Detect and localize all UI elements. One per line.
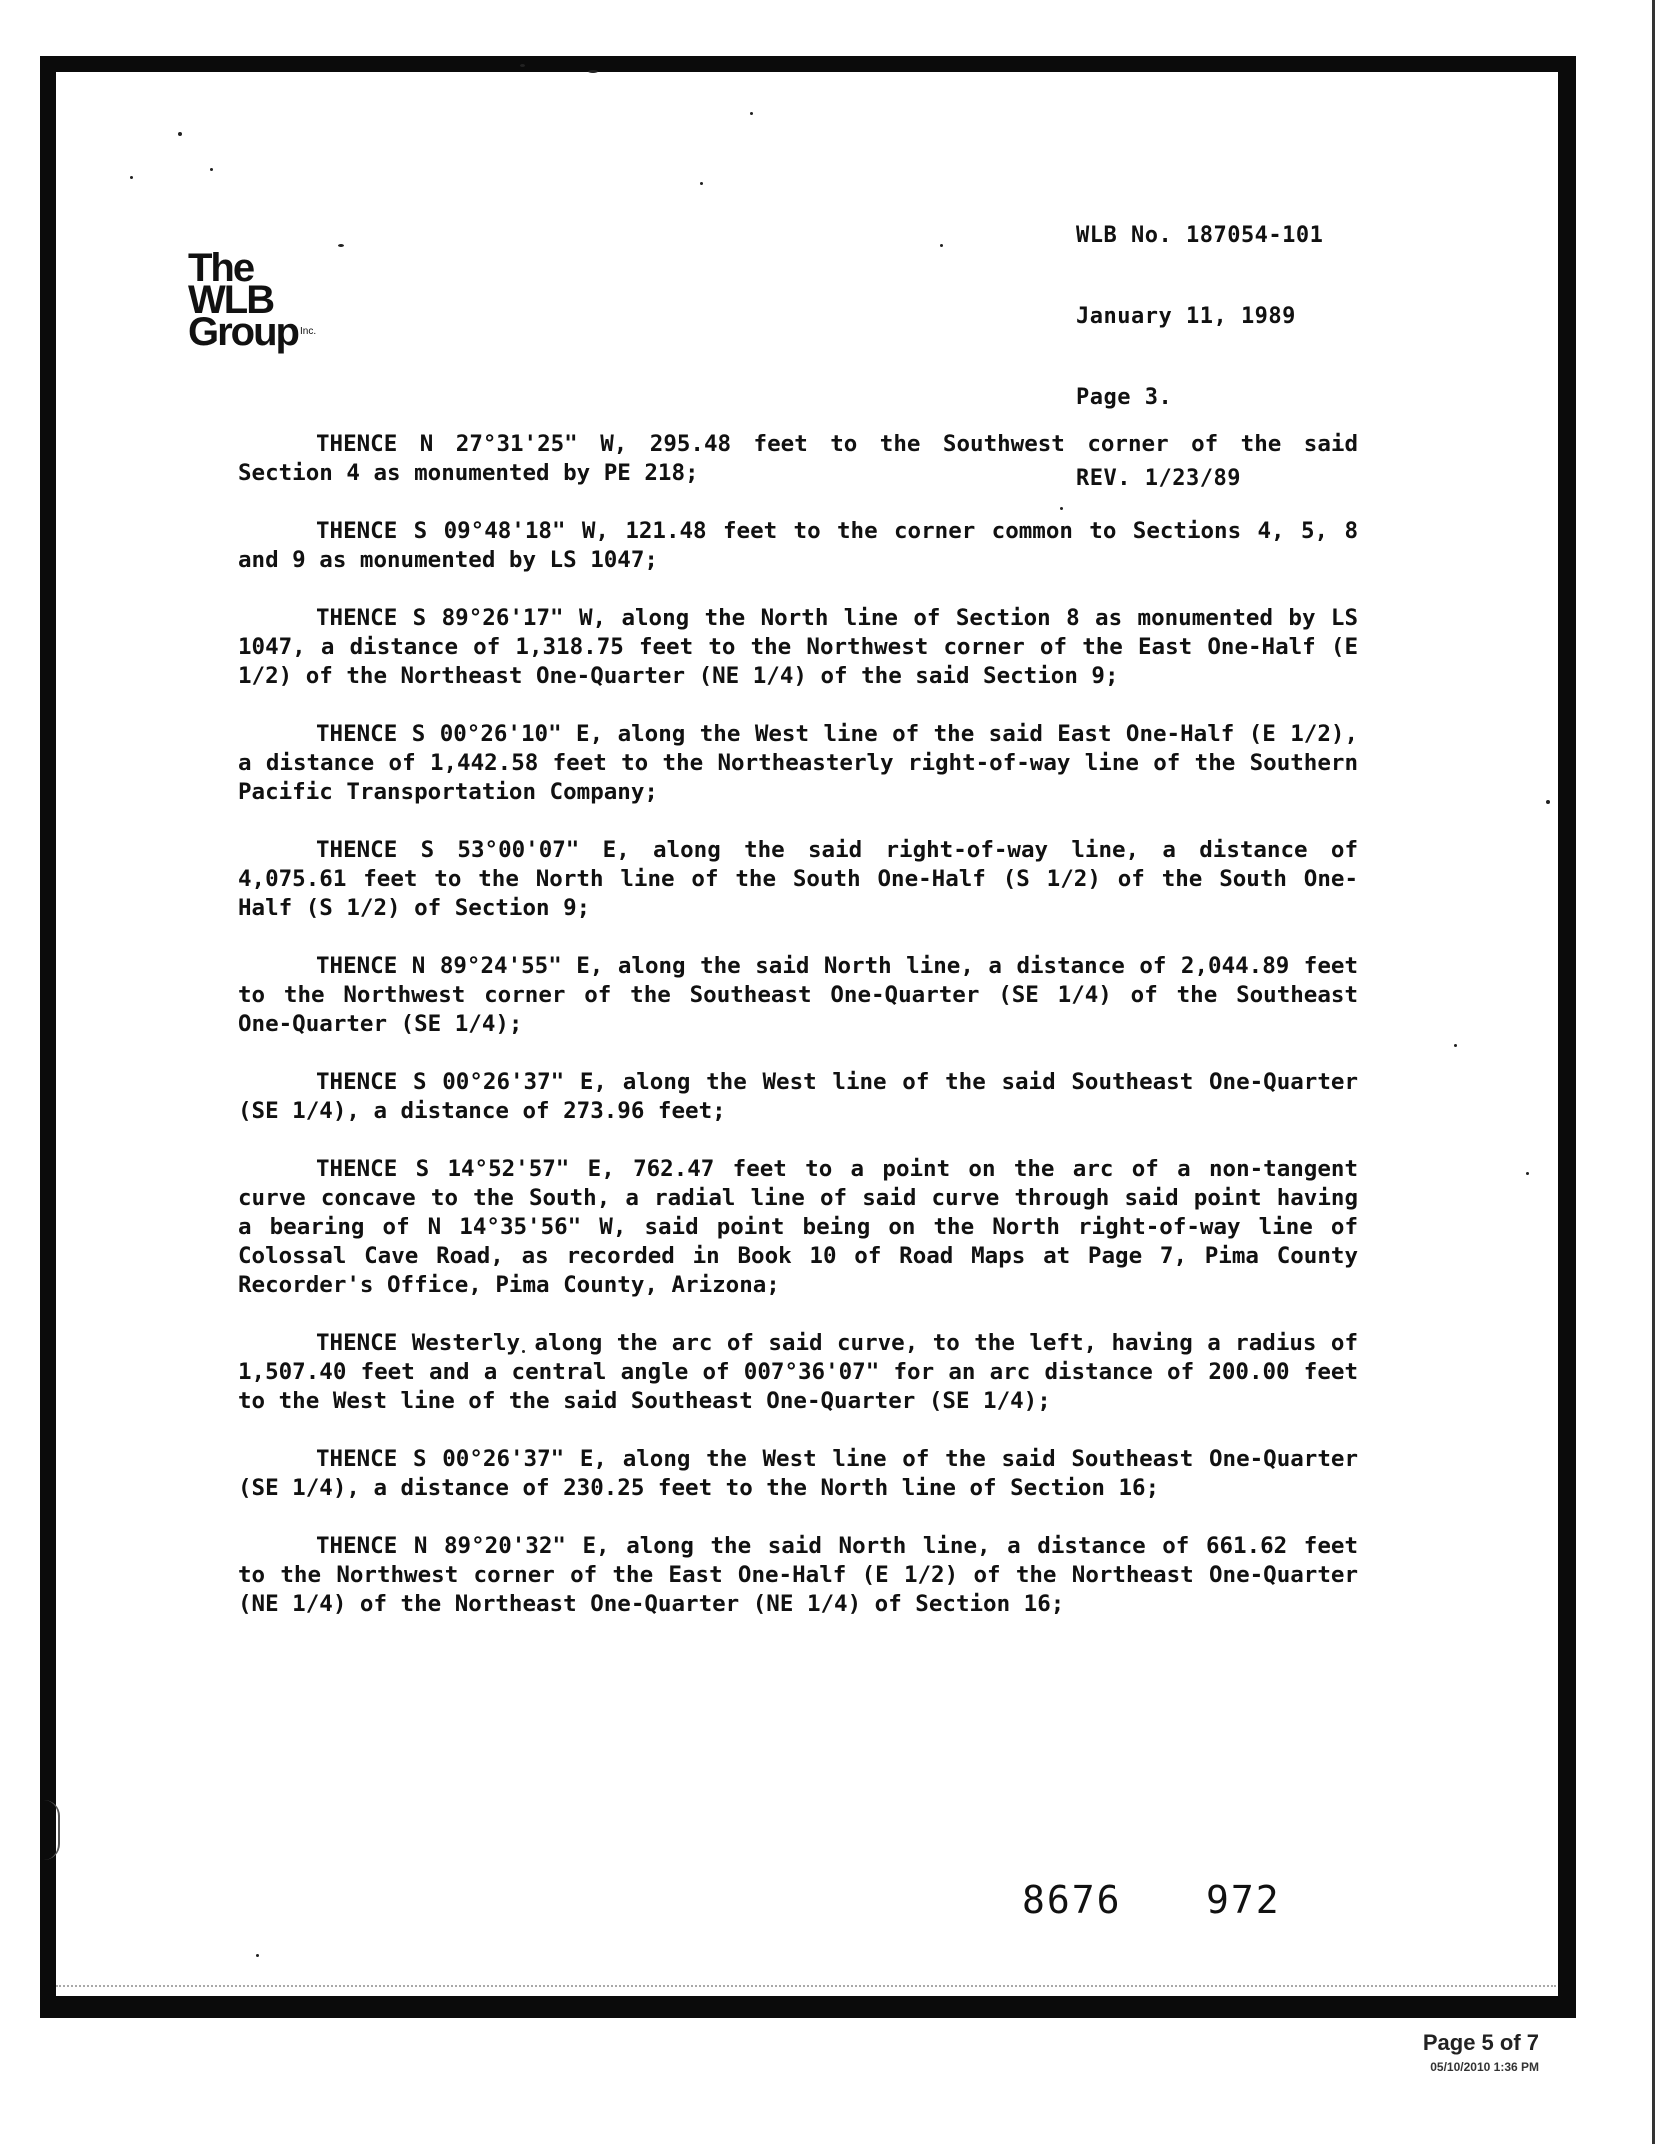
scan-speck: [210, 168, 213, 171]
scan-speck: [338, 244, 344, 247]
scan-speck: [178, 132, 182, 136]
page-number: Page 3.: [1076, 385, 1173, 410]
scan-speck: [750, 112, 753, 115]
document-date: January 11, 1989: [1076, 304, 1296, 329]
footer-timestamp: 05/10/2010 1:36 PM: [1430, 2060, 1539, 2074]
scan-edge-rule: [1652, 0, 1655, 2144]
scan-speck: [1526, 1172, 1529, 1175]
footer-page-label: Page 5 of 7: [1422, 2030, 1539, 2055]
logo-line-the: The: [188, 246, 254, 290]
logo-line-group: Group Inc.: [188, 310, 317, 354]
scan-speck: [940, 244, 943, 247]
legal-description: [238, 430, 1358, 1648]
scan-speck: [588, 70, 598, 73]
revision-date: REV. 1/23/89: [1076, 466, 1241, 491]
course-paragraph: THENCE S 14°52'57" E, 762.47 feet to a point on the arc of a non-tangent curve concave to the South, a radial line of said curve through said point having a bearing of N 14°35'56" W, said point being on the North right-of-way line of Colossal Cave Road, as recorded in Book 10 of Road Maps at Page 7, Pima County Recorder's Office, Pima County, Arizona;: [238, 1156, 1358, 1298]
wlb-group-logo: [188, 246, 317, 354]
logo-inc-suffix: Inc.: [299, 326, 317, 337]
course-paragraph: THENCE Westerly along the arc of said curve, to the left, having a radius of 1,507.40 feet and a central angle of 007°36'07" for an arc distance of 200.00 feet to the West line of the said Southeast One-Quarter (SE 1/4);: [238, 1330, 1358, 1414]
scan-speck: [1546, 800, 1550, 804]
recorder-docket-number: 8676: [1022, 1878, 1122, 1922]
course-paragraph: THENCE S 00°26'37" E, along the West line of the said Southeast One-Quarter (SE 1/4), a distance of 273.96 feet;: [238, 1069, 1358, 1124]
scan-noise-line: [56, 1985, 1556, 1993]
scan-speck: [130, 176, 133, 179]
course-paragraph: THENCE N 89°20'32" E, along the said North line, a distance of 661.62 feet to the Northwest corner of the East One-Half (E 1/2) of the Northeast One-Quarter (NE 1/4) of the Northeast One-Quarter (NE 1/4) of Section 16;: [238, 1533, 1358, 1617]
course-paragraph: THENCE N 27°31'25" W, 295.48 feet to the Southwest corner of the said Section 4 as monumented by PE 218;: [238, 431, 1358, 486]
course-paragraph: THENCE S 09°48'18" W, 121.48 feet to the corner common to Sections 4, 5, 8 and 9 as monumented by LS 1047;: [238, 518, 1358, 573]
course-paragraph: THENCE S 89°26'17" W, along the North line of Section 8 as monumented by LS 1047, a distance of 1,318.75 feet to the Northwest corner of the East One-Half (E 1/2) of the Northeast One-Quarter (NE 1/4) of the said Section 9;: [238, 605, 1358, 689]
recorder-page-number: 972: [1206, 1878, 1281, 1922]
logo-line-wlb: WLB: [188, 278, 274, 322]
course-paragraph: THENCE N 89°24'55" E, along the said North line, a distance of 2,044.89 feet to the Northwest corner of the Southeast One-Quarter (SE 1/4) of the Southeast One-Quarter (SE 1/4);: [238, 953, 1358, 1037]
course-paragraph: THENCE S 00°26'37" E, along the West line of the said Southeast One-Quarter (SE 1/4), a distance of 230.25 feet to the North line of Section 16;: [238, 1446, 1358, 1501]
scan-speck: [1454, 1044, 1457, 1047]
scan-edge-mark: [44, 1800, 60, 1860]
scan-speck: [520, 64, 525, 67]
scan-speck: [256, 1954, 259, 1957]
wlb-number: WLB No. 187054-101: [1076, 223, 1324, 248]
scan-speck: [700, 182, 703, 185]
course-paragraph: THENCE S 00°26'10" E, along the West line of the said East One-Half (E 1/2), a distance of 1,442.58 feet to the Northeasterly right-of-way line of the Southern Pacific Transportation Company;: [238, 721, 1358, 805]
course-paragraph: THENCE S 53°00'07" E, along the said right-of-way line, a distance of 4,075.61 feet to the North line of the South One-Half (S 1/2) of the South One-Half (S 1/2) of Section 9;: [238, 837, 1358, 921]
